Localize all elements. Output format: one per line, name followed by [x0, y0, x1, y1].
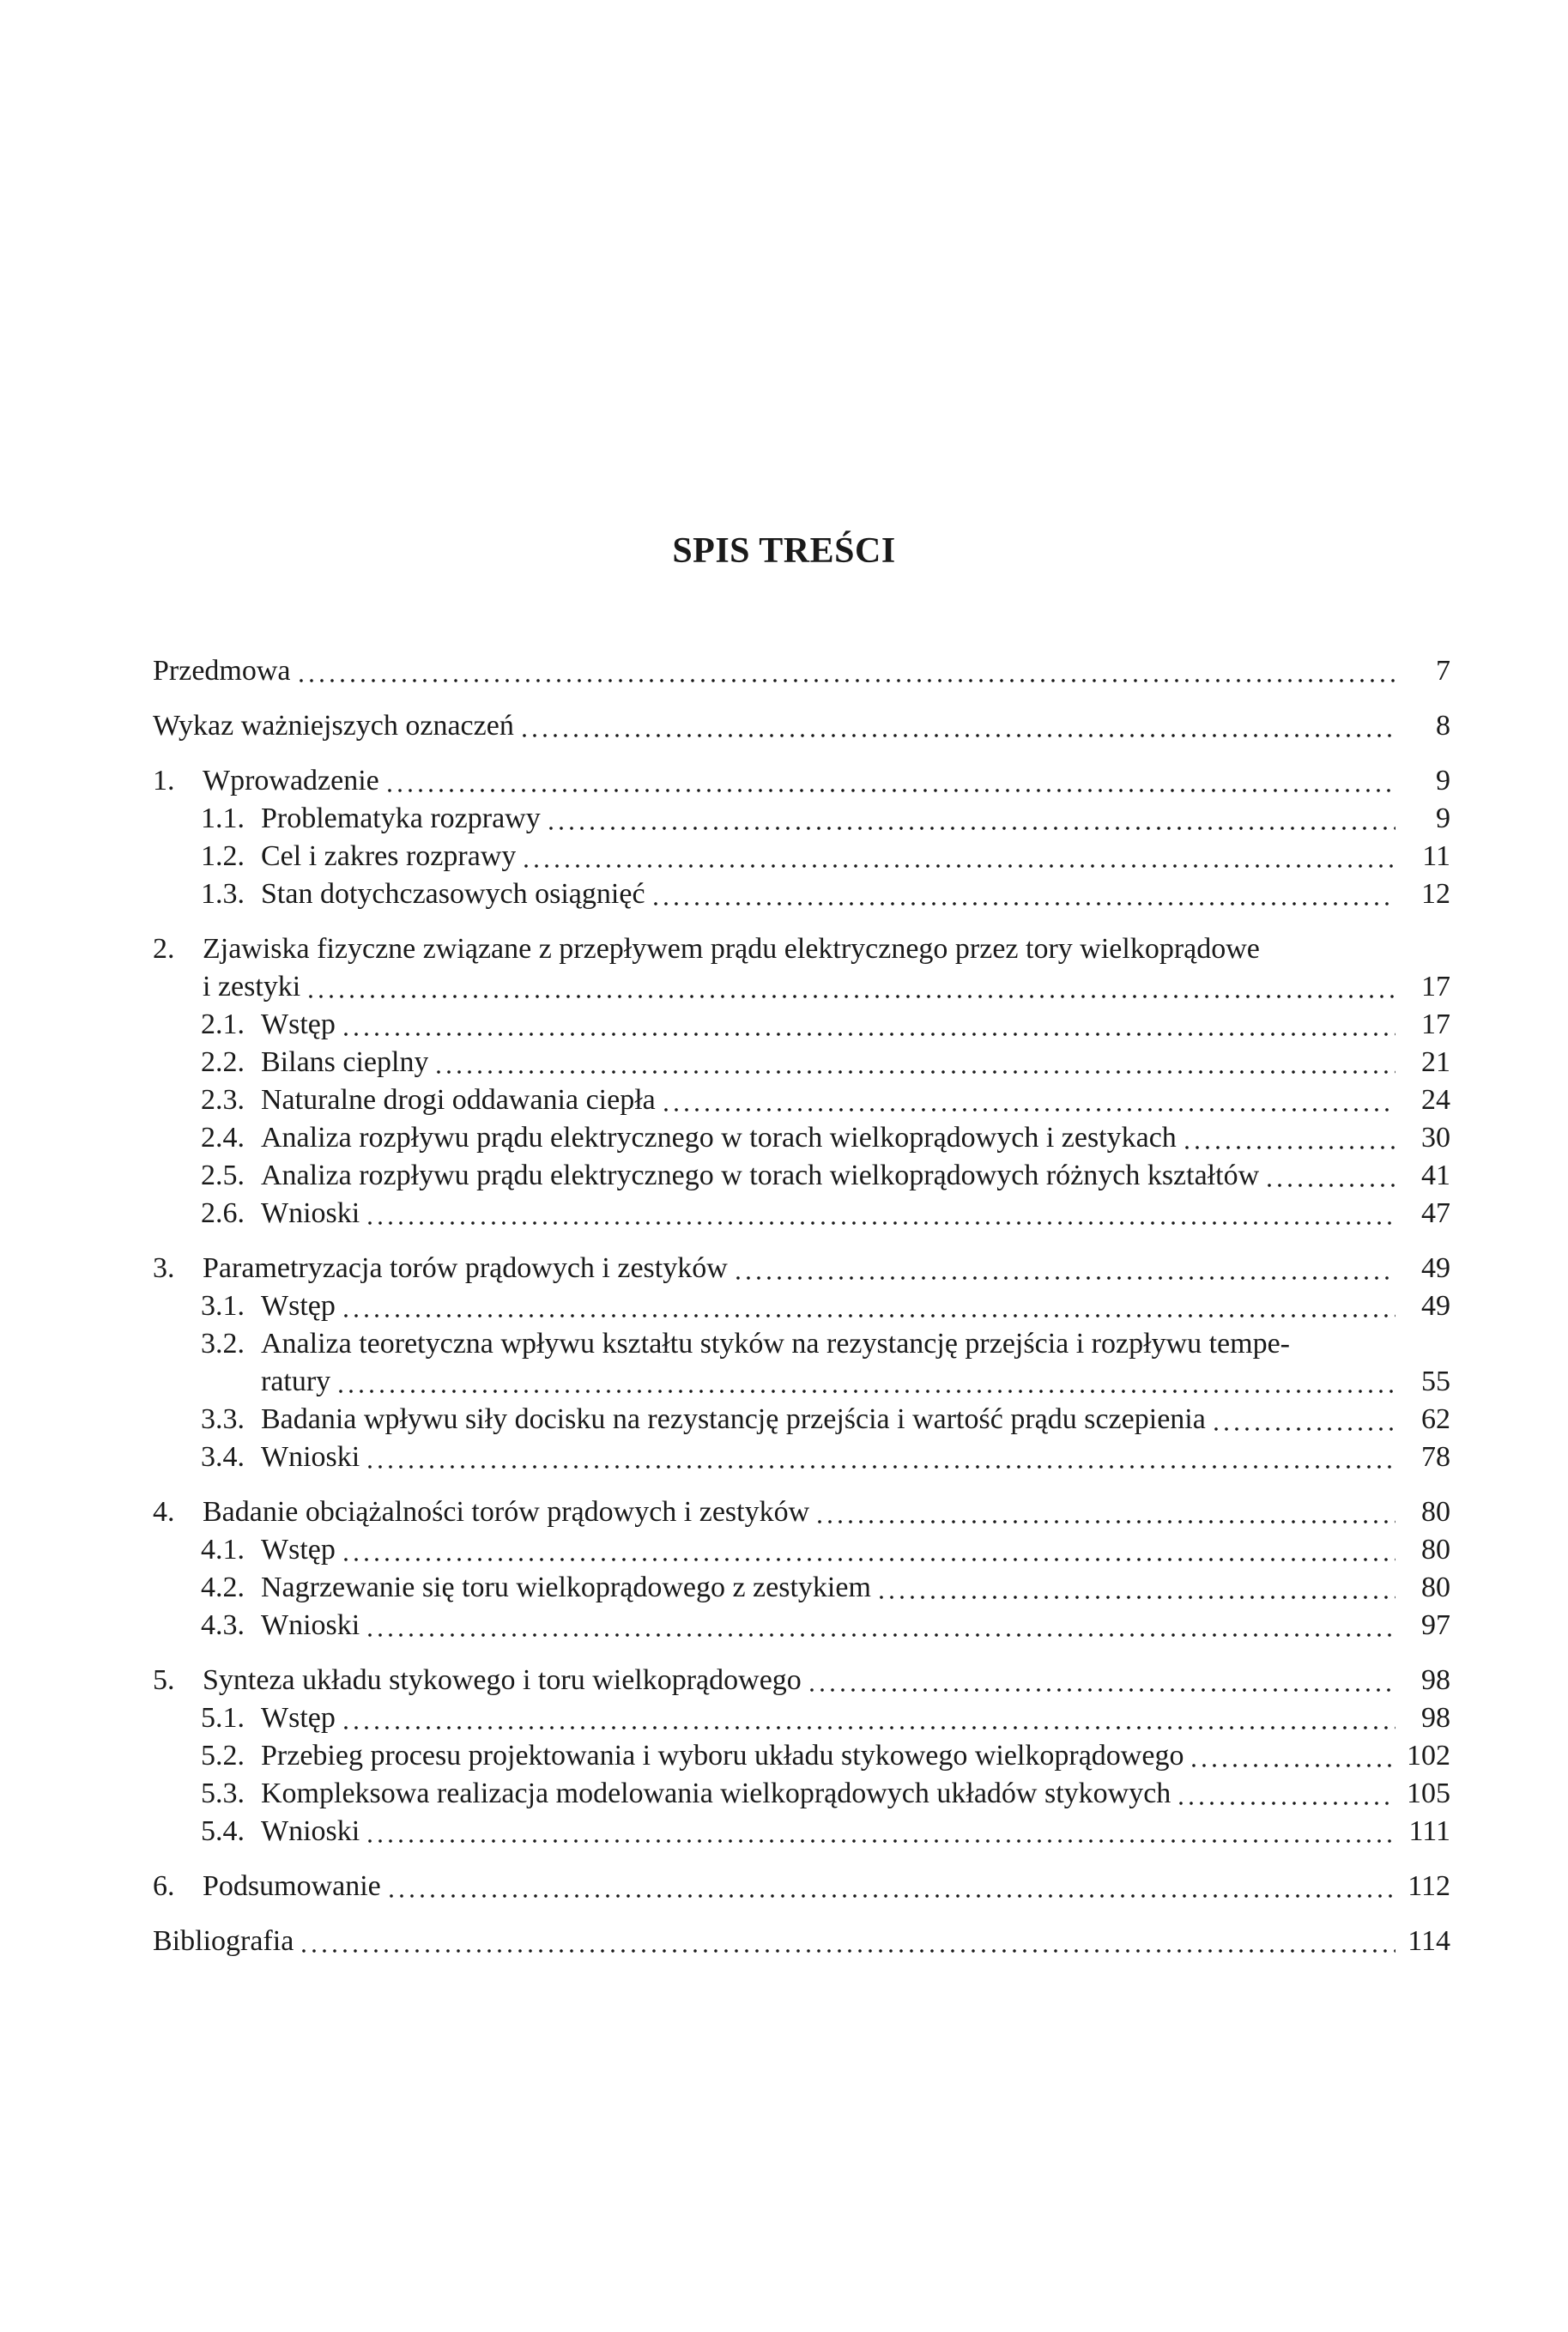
- toc-page-number: 49: [1421, 1252, 1450, 1284]
- toc-number: 2.4.: [201, 1122, 245, 1154]
- toc-page-number: 98: [1421, 1664, 1450, 1696]
- toc-number: 5.1.: [201, 1702, 245, 1734]
- toc-label: Wstęp: [261, 1534, 336, 1566]
- toc-number: 3.: [153, 1252, 175, 1284]
- dot-leader: [651, 901, 1395, 906]
- toc-page-number: 41: [1421, 1160, 1450, 1191]
- toc-page-number: 47: [1421, 1197, 1450, 1229]
- toc-page-number: 9: [1436, 765, 1450, 797]
- toc-page-number: 17: [1421, 1009, 1450, 1040]
- dot-leader: [386, 1893, 1395, 1899]
- toc-label: Wstęp: [261, 1290, 336, 1322]
- toc-number: 3.4.: [201, 1441, 245, 1473]
- toc-label: Analiza rozpływu prądu elektrycznego w torach wielkoprądowych i zestykach: [261, 1122, 1177, 1154]
- toc-page-number: 9: [1436, 803, 1450, 834]
- dot-leader: [365, 1464, 1395, 1469]
- toc-label: Wnioski: [261, 1441, 360, 1473]
- toc-number: 4.1.: [201, 1534, 245, 1566]
- toc-label: Kompleksowa realizacja modelowania wielkoprądowych układów stykowych: [261, 1778, 1171, 1809]
- toc-section-3-2-line1[interactable]: [153, 1325, 1450, 1363]
- toc-label: Wprowadzenie: [203, 765, 379, 797]
- dot-leader: [807, 1687, 1395, 1693]
- toc-number: 3.1.: [201, 1290, 245, 1322]
- toc-label: Parametryzacja torów prądowych i zestyków: [203, 1252, 728, 1284]
- dot-leader: [876, 1595, 1395, 1600]
- toc-label: Wnioski: [261, 1197, 360, 1229]
- toc-page-number: 21: [1421, 1046, 1450, 1078]
- toc-label: Problematyka rozprawy: [261, 803, 541, 834]
- toc-label: Wnioski: [261, 1815, 360, 1847]
- toc-number: 5.2.: [201, 1740, 245, 1772]
- toc-number: 2.1.: [201, 1009, 245, 1040]
- toc-label-continuation: i zestyki: [203, 971, 301, 1002]
- toc-section-1-3[interactable]: [153, 875, 1450, 913]
- dot-leader: [661, 1107, 1395, 1112]
- toc-page-number: 78: [1421, 1441, 1450, 1473]
- toc-page-number: 114: [1408, 1925, 1450, 1957]
- toc-section-2-5[interactable]: [153, 1157, 1450, 1195]
- toc-page-number: 7: [1436, 655, 1450, 687]
- toc-page-number: 98: [1421, 1702, 1450, 1734]
- toc-section-1-1[interactable]: [153, 800, 1450, 838]
- toc-page-number: 11: [1422, 840, 1450, 872]
- toc-page-number: 111: [1408, 1815, 1450, 1847]
- toc-chapter-5[interactable]: [153, 1662, 1450, 1699]
- toc-chapter-4[interactable]: [153, 1493, 1450, 1531]
- toc-section-5-1[interactable]: [153, 1699, 1450, 1737]
- table-of-contents: [153, 652, 1450, 1960]
- toc-number: 1.2.: [201, 840, 245, 872]
- toc-page-number: 8: [1436, 710, 1450, 742]
- dot-leader: [365, 1632, 1395, 1638]
- toc-number: 3.3.: [201, 1403, 245, 1435]
- dot-leader: [336, 1389, 1395, 1394]
- toc-number: 1.3.: [201, 878, 245, 910]
- dot-leader: [341, 1032, 1395, 1037]
- toc-number: 2.5.: [201, 1160, 245, 1191]
- toc-section-3-1[interactable]: [153, 1287, 1450, 1325]
- toc-page-number: 12: [1421, 878, 1450, 910]
- dot-leader: [365, 1838, 1395, 1844]
- toc-section-4-1[interactable]: [153, 1531, 1450, 1569]
- toc-label: Wykaz ważniejszych oznaczeń: [153, 710, 514, 742]
- toc-number: 4.3.: [201, 1609, 245, 1641]
- toc-page-number: 112: [1408, 1870, 1450, 1902]
- toc-label: Synteza układu stykowego i toru wielkoprądowego: [203, 1664, 802, 1696]
- dot-leader: [341, 1557, 1395, 1562]
- toc-label: Badanie obciążalności torów prądowych i zestyków: [203, 1496, 810, 1528]
- page-title: SPIS TREŚCI: [672, 531, 896, 571]
- toc-section-1-2[interactable]: [153, 838, 1450, 875]
- dot-leader: [814, 1519, 1395, 1524]
- toc-page-number: 30: [1421, 1122, 1450, 1154]
- toc-number: 2.2.: [201, 1046, 245, 1078]
- toc-number: 4.2.: [201, 1572, 245, 1603]
- toc-label: Naturalne drogi oddawania ciepła: [261, 1084, 656, 1116]
- dot-leader: [433, 1069, 1395, 1075]
- dot-leader: [521, 863, 1395, 869]
- toc-label: Cel i zakres rozprawy: [261, 840, 517, 872]
- toc-number: 6.: [153, 1870, 175, 1902]
- toc-label: Wnioski: [261, 1609, 360, 1641]
- toc-number: 5.: [153, 1664, 175, 1696]
- toc-chapter-1[interactable]: [153, 762, 1450, 800]
- toc-chapter-3[interactable]: [153, 1250, 1450, 1287]
- toc-section-5-2[interactable]: [153, 1737, 1450, 1775]
- dot-leader: [1176, 1801, 1395, 1806]
- toc-label: Badania wpływu siły docisku na rezystancję przejścia i wartość prądu sczepienia: [261, 1403, 1206, 1435]
- toc-section-2-6[interactable]: [153, 1195, 1450, 1233]
- dot-leader: [546, 826, 1395, 831]
- toc-label-continuation: ratury: [261, 1366, 331, 1397]
- toc-entry-preface[interactable]: [153, 652, 1450, 690]
- toc-page-number: 80: [1421, 1496, 1450, 1528]
- toc-label: Wstęp: [261, 1702, 336, 1734]
- toc-chapter-2-line1[interactable]: [153, 930, 1450, 968]
- toc-number: 3.2.: [201, 1328, 245, 1360]
- dot-leader: [733, 1275, 1395, 1281]
- toc-page-number: 97: [1421, 1609, 1450, 1641]
- toc-label: Nagrzewanie się toru wielkoprądowego z zestykiem: [261, 1572, 871, 1603]
- dot-leader: [1264, 1183, 1395, 1188]
- toc-number: 2.: [153, 933, 175, 965]
- toc-section-2-4[interactable]: [153, 1119, 1450, 1157]
- toc-entry-bibliography[interactable]: [153, 1923, 1450, 1960]
- dot-leader: [1189, 1763, 1395, 1768]
- toc-label: Bilans cieplny: [261, 1046, 429, 1078]
- toc-section-2-1[interactable]: [153, 1006, 1450, 1044]
- toc-page-number: 49: [1421, 1290, 1450, 1322]
- toc-number: 4.: [153, 1496, 175, 1528]
- dot-leader: [296, 678, 1395, 683]
- toc-label: Zjawiska fizyczne związane z przepływem prądu elektrycznego przez tory wielkoprądowe: [203, 933, 1260, 965]
- toc-page-number: 80: [1421, 1534, 1450, 1566]
- dot-leader: [519, 733, 1395, 738]
- toc-page-number: 17: [1421, 971, 1450, 1002]
- toc-section-2-3[interactable]: [153, 1081, 1450, 1119]
- toc-section-3-3[interactable]: [153, 1401, 1450, 1439]
- dot-leader: [299, 1948, 1395, 1953]
- dot-leader: [384, 788, 1395, 793]
- toc-label: Podsumowanie: [203, 1870, 381, 1902]
- toc-number: 5.3.: [201, 1778, 245, 1809]
- toc-section-4-2[interactable]: [153, 1569, 1450, 1607]
- toc-page-number: 80: [1421, 1572, 1450, 1603]
- toc-chapter-6[interactable]: [153, 1868, 1450, 1905]
- toc-label: Wstęp: [261, 1009, 336, 1040]
- toc-section-5-3[interactable]: [153, 1775, 1450, 1813]
- toc-chapter-2-line2[interactable]: [153, 968, 1450, 1006]
- toc-page-number: 55: [1421, 1366, 1450, 1397]
- dot-leader: [1182, 1145, 1395, 1150]
- toc-page-number: 105: [1407, 1778, 1450, 1809]
- toc-number: 2.3.: [201, 1084, 245, 1116]
- toc-entry-symbols[interactable]: [153, 707, 1450, 745]
- toc-label: Analiza teoretyczna wpływu kształtu styków na rezystancję przejścia i rozpływu tempe-: [261, 1328, 1290, 1360]
- toc-number: 5.4.: [201, 1815, 245, 1847]
- dot-leader: [1211, 1426, 1395, 1432]
- toc-label: Przebieg procesu projektowania i wyboru układu stykowego wielkoprądowego: [261, 1740, 1184, 1772]
- toc-label: Przedmowa: [153, 655, 291, 687]
- toc-page-number: 24: [1421, 1084, 1450, 1116]
- toc-section-3-2-line2[interactable]: [153, 1363, 1450, 1401]
- dot-leader: [341, 1725, 1395, 1730]
- toc-number: 1.1.: [201, 803, 245, 834]
- dot-leader: [365, 1221, 1395, 1226]
- toc-section-2-2[interactable]: [153, 1044, 1450, 1081]
- toc-section-4-3[interactable]: [153, 1607, 1450, 1645]
- toc-number: 2.6.: [201, 1197, 245, 1229]
- dot-leader: [341, 1313, 1395, 1318]
- toc-section-5-4[interactable]: [153, 1813, 1450, 1850]
- toc-page-number: 62: [1421, 1403, 1450, 1435]
- toc-number: 1.: [153, 765, 175, 797]
- toc-label: Stan dotychczasowych osiągnięć: [261, 878, 645, 910]
- toc-page-number: 102: [1407, 1740, 1450, 1772]
- toc-section-3-4[interactable]: [153, 1439, 1450, 1476]
- toc-label: Bibliografia: [153, 1925, 294, 1957]
- toc-label: Analiza rozpływu prądu elektrycznego w torach wielkoprądowych różnych kształtów: [261, 1160, 1260, 1191]
- dot-leader: [306, 994, 1395, 999]
